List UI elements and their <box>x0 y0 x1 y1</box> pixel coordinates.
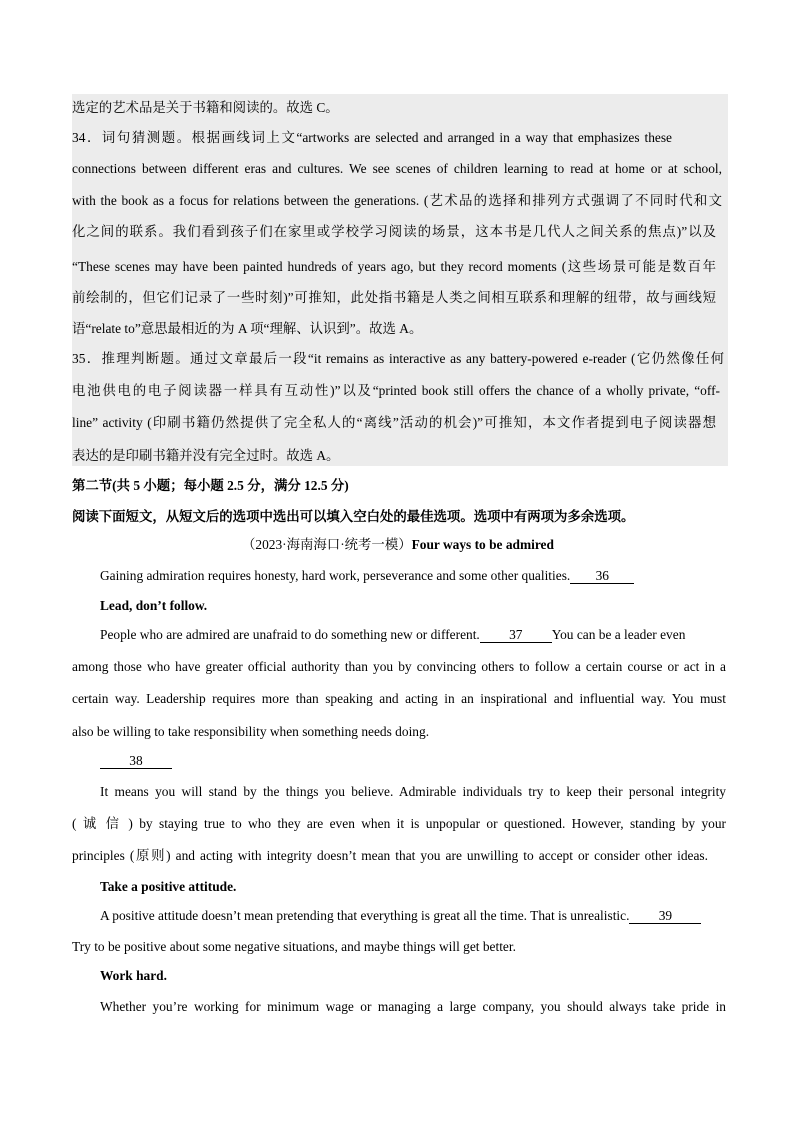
intro-paragraph <box>100 567 634 585</box>
answer-line: 34．词句猜测题。根据画线词上文“artworks are selected and arranged in a way that emphasizes these <box>72 130 672 145</box>
paragraph-1-line-3: certain way. Leadership requires more than speaking and acting in an inspirational and influential way. You must <box>72 691 726 706</box>
answer-line: 表达的是印刷书籍并没有完全过时。故选 A。 <box>72 448 340 463</box>
passage-header <box>242 536 554 554</box>
paragraph-2-line-1: It means you will stand by the things you believe. Admirable individuals try to keep their personal integrity <box>100 784 726 799</box>
answer-line: 前绘制的，但它们记录了一些时刻)”可推知，此处指书籍是人类之间相互联系和理解的纽带，故与画线短 <box>72 290 716 305</box>
subheading-lead: Lead, don’t follow. <box>100 598 208 613</box>
intro-text: Gaining admiration requires honesty, hard work, perseverance and some other qualities. <box>100 568 571 583</box>
paragraph-text: A positive attitude doesn’t mean pretending that everything is great all the time. That is unrealistic. <box>100 908 630 923</box>
blank-38-line <box>100 752 172 770</box>
answer-line: “These scenes may have been painted hundreds of years ago, but they record moments (这些场景可能是数百年 <box>72 259 716 274</box>
blank-37: 37 <box>480 628 552 643</box>
answer-line: 35．推理判断题。通过文章最后一段“it remains as interactive as any battery-powered e-reader (它仍然像任何 <box>72 351 724 366</box>
answer-line: 电池供电的电子阅读器一样具有互动性)”以及“printed book still offers the chance of a wholly private, “off- <box>72 383 720 398</box>
answer-line: 选定的艺术品是关于书籍和阅读的。故选 C。 <box>72 100 339 115</box>
subheading-work: Work hard. <box>100 968 167 983</box>
answer-line: connections between different eras and cultures. We see scenes of children learning to read at home or at school, <box>72 161 722 176</box>
paragraph-text: You can be a leader even <box>551 627 686 642</box>
answer-explanation-box <box>72 94 728 466</box>
answer-line: 化之间的联系。我们看到孩子们在家里或学校学习阅读的场景，这本书是几代人之间关系的焦点)”以及 <box>72 224 716 239</box>
blank-38: 38 <box>100 754 172 769</box>
paragraph-4-line-1: Whether you’re working for minimum wage or managing a large company, you should always take pride in <box>100 999 726 1014</box>
section-heading: 第二节(共 5 小题；每小题 2.5 分，满分 12.5 分) <box>72 478 349 493</box>
answer-line: 语“relate to”意思最相近的为 A 项“理解、认识到”。故选 A。 <box>72 321 423 336</box>
subheading-positive: Take a positive attitude. <box>100 879 237 894</box>
passage-source: （2023·海南海口·统考一模） <box>242 537 412 552</box>
paragraph-2-line-2: ( 诚 信 ) by staying true to who they are even when it is unpopular or questioned. However, standing by your <box>72 816 726 831</box>
paragraph-1-line-4: also be willing to take responsibility when something needs doing. <box>72 724 430 739</box>
blank-39: 39 <box>629 909 701 924</box>
answer-line: with the book as a focus for relations between the generations. (艺术品的选择和排列方式强调了不同时代和文 <box>72 193 722 208</box>
blank-36: 36 <box>570 569 634 584</box>
paragraph-2-line-3: principles (原则) and acting with integrity doesn’t mean that you are unwilling to accept or consider other ideas. <box>72 848 708 863</box>
paragraph-text: People who are admired are unafraid to do something new or different. <box>100 627 480 642</box>
paragraph-1-line-1 <box>100 626 685 644</box>
passage-title: Four ways to be admired <box>411 537 554 552</box>
section-instruction: 阅读下面短文，从短文后的选项中选出可以填入空白处的最佳选项。选项中有两项为多余选项。 <box>72 509 635 524</box>
answer-line: line” activity (印刷书籍仍然提供了完全私人的“离线”活动的机会)”可推知，本文作者提到电子阅读器想 <box>72 415 716 430</box>
paragraph-3-line-1 <box>100 907 701 925</box>
paragraph-1-line-2: among those who have greater official authority than you by convincing others to follow a certain course or act in a <box>72 659 726 674</box>
paragraph-3-line-2: Try to be positive about some negative situations, and maybe things will get better. <box>72 939 516 954</box>
